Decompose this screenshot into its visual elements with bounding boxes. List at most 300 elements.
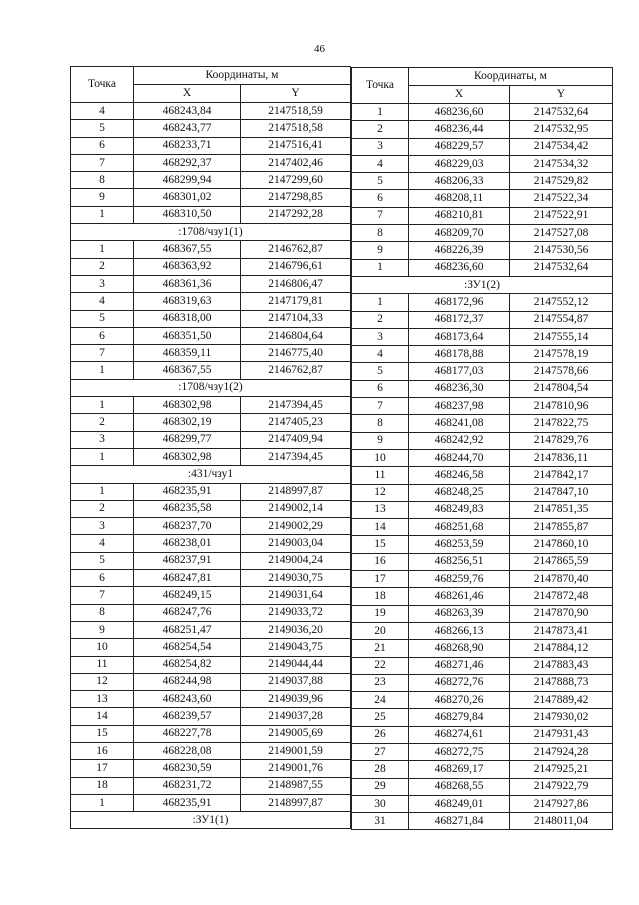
point-cell: 1 [352,104,409,121]
point-cell: 4 [71,103,134,120]
y-cell: 2147851,35 [510,501,613,518]
point-cell: 3 [71,275,134,292]
y-cell: 2147394,45 [241,397,351,414]
y-cell: 2147842,17 [510,467,613,484]
y-cell: 2147522,34 [510,190,613,207]
table-row [352,155,613,172]
x-cell: 468318,00 [134,310,241,327]
table-row [71,760,351,777]
page-number: 46 [314,43,325,55]
table-row [352,743,613,760]
point-cell: 14 [352,519,409,536]
point-cell: 3 [352,328,409,345]
x-cell: 468237,91 [134,552,241,569]
point-cell: 7 [352,398,409,415]
table-row [352,346,613,363]
x-cell: 468172,96 [409,294,510,311]
y-cell: 2147405,23 [241,414,351,431]
y-cell: 2147409,94 [241,431,351,448]
x-cell: 468367,55 [134,241,241,258]
y-cell: 2146762,87 [241,241,351,258]
y-cell: 2147532,64 [510,259,613,276]
point-cell: 8 [352,415,409,432]
point-cell: 10 [352,449,409,466]
y-cell: 2147884,12 [510,640,613,657]
header-point: Точка [352,68,409,104]
table-row [352,640,613,657]
table-row [352,363,613,380]
table-row [352,242,613,259]
x-cell: 468319,63 [134,293,241,310]
section-label: :1708/чзу1(1) [71,224,351,241]
x-cell: 468256,51 [409,553,510,570]
x-cell: 468229,03 [409,155,510,172]
point-cell: 4 [71,293,134,310]
x-cell: 468241,08 [409,415,510,432]
table-row [71,691,351,708]
table-row [352,380,613,397]
x-cell: 468242,92 [409,432,510,449]
point-cell: 18 [352,588,409,605]
y-cell: 2147554,87 [510,311,613,328]
y-cell: 2147855,87 [510,519,613,536]
table-row [352,259,613,276]
point-cell: 30 [352,795,409,812]
point-cell: 1 [352,294,409,311]
table-row [352,432,613,449]
x-cell: 468228,08 [134,742,241,759]
y-cell: 2147810,96 [510,398,613,415]
y-cell: 2147292,28 [241,206,351,223]
header-x: X [409,86,510,104]
point-cell: 8 [71,604,134,621]
point-cell: 16 [71,742,134,759]
y-cell: 2147931,43 [510,726,613,743]
table-row [71,120,351,137]
table-row [71,639,351,656]
point-cell: 12 [71,673,134,690]
table-row [352,795,613,812]
x-cell: 468208,11 [409,190,510,207]
x-cell: 468248,25 [409,484,510,501]
y-cell: 2149033,72 [241,604,351,621]
x-cell: 468210,81 [409,207,510,224]
x-cell: 468236,60 [409,259,510,276]
y-cell: 2148997,87 [241,794,351,811]
point-cell: 1 [71,448,134,465]
section-row [71,379,351,396]
section-row [352,276,613,293]
table-row [71,397,351,414]
y-cell: 2147578,66 [510,363,613,380]
y-cell: 2149039,96 [241,691,351,708]
header-x: X [134,85,241,103]
y-cell: 2147529,82 [510,173,613,190]
y-cell: 2147532,95 [510,121,613,138]
y-cell: 2147578,19 [510,346,613,363]
table-row [71,414,351,431]
header-y: Y [510,86,613,104]
point-cell: 12 [352,484,409,501]
point-cell: 5 [71,120,134,137]
y-cell: 2147104,33 [241,310,351,327]
x-cell: 468299,94 [134,172,241,189]
x-cell: 468236,44 [409,121,510,138]
point-cell: 21 [352,640,409,657]
table-row [71,777,351,794]
x-cell: 468272,76 [409,674,510,691]
y-cell: 2149037,88 [241,673,351,690]
table-row [352,813,613,830]
y-cell: 2147924,28 [510,743,613,760]
y-cell: 2147847,10 [510,484,613,501]
x-cell: 468239,57 [134,708,241,725]
point-cell: 5 [71,552,134,569]
y-cell: 2146762,87 [241,362,351,379]
y-cell: 2147532,64 [510,104,613,121]
point-cell: 27 [352,743,409,760]
x-cell: 468249,15 [134,587,241,604]
point-cell: 6 [71,570,134,587]
x-cell: 468261,46 [409,588,510,605]
table-row [352,519,613,536]
point-cell: 15 [71,725,134,742]
y-cell: 2147927,86 [510,795,613,812]
table-row [71,621,351,638]
y-cell: 2147534,42 [510,138,613,155]
x-cell: 468236,60 [409,104,510,121]
point-cell: 18 [71,777,134,794]
point-cell: 9 [71,621,134,638]
point-cell: 2 [352,121,409,138]
table-row [352,501,613,518]
header-point: Точка [71,67,134,103]
x-cell: 468274,61 [409,726,510,743]
point-cell: 6 [71,327,134,344]
point-cell: 24 [352,692,409,709]
x-cell: 468259,76 [409,571,510,588]
section-label: :1708/чзу1(2) [71,379,351,396]
point-cell: 17 [71,760,134,777]
point-cell: 17 [352,571,409,588]
y-cell: 2147925,21 [510,761,613,778]
x-cell: 468254,82 [134,656,241,673]
point-cell: 11 [352,467,409,484]
x-cell: 468363,92 [134,258,241,275]
table-row [71,275,351,292]
y-cell: 2149004,24 [241,552,351,569]
point-cell: 2 [71,500,134,517]
x-cell: 468272,75 [409,743,510,760]
point-cell: 9 [71,189,134,206]
x-cell: 468238,01 [134,535,241,552]
x-cell: 468235,91 [134,794,241,811]
section-label: :431/чзу1 [71,466,351,483]
y-cell: 2147530,56 [510,242,613,259]
table-row [71,794,351,811]
y-cell: 2147527,08 [510,225,613,242]
table-row [71,154,351,171]
y-cell: 2147179,81 [241,293,351,310]
y-cell: 2147522,91 [510,207,613,224]
y-cell: 2149001,76 [241,760,351,777]
point-cell: 14 [71,708,134,725]
x-cell: 468227,78 [134,725,241,742]
header-coords: Координаты, м [134,67,351,85]
table-row [71,431,351,448]
table-row [71,172,351,189]
y-cell: 2147870,40 [510,571,613,588]
point-cell: 13 [352,501,409,518]
table-row [71,137,351,154]
x-cell: 468235,91 [134,483,241,500]
x-cell: 468229,57 [409,138,510,155]
table-row [71,327,351,344]
x-cell: 468247,81 [134,570,241,587]
table-row [352,121,613,138]
table-row [71,241,351,258]
table-row [352,571,613,588]
table-row [71,535,351,552]
y-cell: 2147298,85 [241,189,351,206]
x-cell: 468271,84 [409,813,510,830]
y-cell: 2149005,69 [241,725,351,742]
y-cell: 2147883,43 [510,657,613,674]
x-cell: 468206,33 [409,173,510,190]
point-cell: 5 [352,173,409,190]
table-row [352,761,613,778]
x-cell: 468237,70 [134,518,241,535]
y-cell: 2149031,64 [241,587,351,604]
table-row [352,294,613,311]
table-row [352,311,613,328]
point-cell: 4 [352,346,409,363]
x-cell: 468361,36 [134,275,241,292]
table-row [71,293,351,310]
y-cell: 2147873,41 [510,622,613,639]
x-cell: 468301,02 [134,189,241,206]
point-cell: 2 [71,258,134,275]
point-cell: 7 [71,154,134,171]
table-row [352,588,613,605]
table-row [71,518,351,535]
point-cell: 11 [71,656,134,673]
x-cell: 468244,98 [134,673,241,690]
point-cell: 22 [352,657,409,674]
x-cell: 468359,11 [134,345,241,362]
section-label: :ЗУ1(2) [352,276,613,293]
table-row [352,328,613,345]
y-cell: 2149002,14 [241,500,351,517]
y-cell: 2147394,45 [241,448,351,465]
x-cell: 468244,70 [409,449,510,466]
point-cell: 1 [71,362,134,379]
table-row [352,778,613,795]
point-cell: 5 [352,363,409,380]
point-cell: 6 [71,137,134,154]
y-cell: 2147534,32 [510,155,613,172]
x-cell: 468243,77 [134,120,241,137]
x-cell: 468270,26 [409,692,510,709]
x-cell: 468263,39 [409,605,510,622]
y-cell: 2148987,55 [241,777,351,794]
x-cell: 468230,59 [134,760,241,777]
point-cell: 1 [71,206,134,223]
point-cell: 26 [352,726,409,743]
point-cell: 7 [71,345,134,362]
coordinates-table-right [351,67,613,830]
point-cell: 1 [71,397,134,414]
table-row [71,483,351,500]
table-row [352,415,613,432]
y-cell: 2147922,79 [510,778,613,795]
x-cell: 468172,37 [409,311,510,328]
x-cell: 468367,55 [134,362,241,379]
x-cell: 468235,58 [134,500,241,517]
y-cell: 2147860,10 [510,536,613,553]
x-cell: 468266,13 [409,622,510,639]
point-cell: 4 [352,155,409,172]
point-cell: 2 [352,311,409,328]
y-cell: 2149003,04 [241,535,351,552]
table-row [352,225,613,242]
point-cell: 5 [71,310,134,327]
x-cell: 468236,30 [409,380,510,397]
point-cell: 28 [352,761,409,778]
x-cell: 468269,17 [409,761,510,778]
point-cell: 1 [71,483,134,500]
table-row [352,449,613,466]
section-label: :ЗУ1(1) [71,812,351,829]
x-cell: 468302,19 [134,414,241,431]
table-row [352,190,613,207]
y-cell: 2149030,75 [241,570,351,587]
y-cell: 2147555,14 [510,328,613,345]
y-cell: 2146804,64 [241,327,351,344]
header-coords: Координаты, м [409,68,613,86]
point-cell: 3 [71,431,134,448]
table-row [352,692,613,709]
x-cell: 468246,58 [409,467,510,484]
point-cell: 29 [352,778,409,795]
table-row [71,570,351,587]
y-cell: 2147888,73 [510,674,613,691]
table-row [71,708,351,725]
y-cell: 2149037,28 [241,708,351,725]
point-cell: 1 [71,241,134,258]
table-row [71,206,351,223]
point-cell: 31 [352,813,409,830]
table-row [71,725,351,742]
y-cell: 2149044,44 [241,656,351,673]
y-cell: 2146796,61 [241,258,351,275]
x-cell: 468253,59 [409,536,510,553]
point-cell: 2 [71,414,134,431]
y-cell: 2146806,47 [241,275,351,292]
x-cell: 468279,84 [409,709,510,726]
table-row [352,709,613,726]
y-cell: 2148011,04 [510,813,613,830]
coordinates-table-left [70,66,351,829]
point-cell: 8 [352,225,409,242]
y-cell: 2147870,90 [510,605,613,622]
table-row [352,398,613,415]
point-cell: 3 [71,518,134,535]
point-cell: 15 [352,536,409,553]
x-cell: 468243,84 [134,103,241,120]
y-cell: 2147836,11 [510,449,613,466]
point-cell: 1 [352,259,409,276]
table-row [71,604,351,621]
point-cell: 7 [71,587,134,604]
x-cell: 468268,90 [409,640,510,657]
point-cell: 7 [352,207,409,224]
y-cell: 2147865,59 [510,553,613,570]
x-cell: 468251,47 [134,621,241,638]
table-row [71,656,351,673]
point-cell: 3 [352,138,409,155]
point-cell: 4 [71,535,134,552]
x-cell: 468299,77 [134,431,241,448]
x-cell: 468254,54 [134,639,241,656]
table-row [352,138,613,155]
x-cell: 468226,39 [409,242,510,259]
section-row [71,812,351,829]
x-cell: 468251,68 [409,519,510,536]
table-row [352,173,613,190]
x-cell: 468237,98 [409,398,510,415]
point-cell: 6 [352,380,409,397]
point-cell: 9 [352,432,409,449]
y-cell: 2147516,41 [241,137,351,154]
point-cell: 6 [352,190,409,207]
x-cell: 468247,76 [134,604,241,621]
y-cell: 2147299,60 [241,172,351,189]
table-row [71,103,351,120]
point-cell: 16 [352,553,409,570]
table-row [352,207,613,224]
y-cell: 2147518,58 [241,120,351,137]
y-cell: 2148997,87 [241,483,351,500]
x-cell: 468249,01 [409,795,510,812]
table-row [352,726,613,743]
table-row [352,622,613,639]
x-cell: 468209,70 [409,225,510,242]
table-row [71,500,351,517]
x-cell: 468271,46 [409,657,510,674]
y-cell: 2149001,59 [241,742,351,759]
x-cell: 468310,50 [134,206,241,223]
x-cell: 468302,98 [134,397,241,414]
table-row [71,258,351,275]
x-cell: 468243,60 [134,691,241,708]
y-cell: 2147518,59 [241,103,351,120]
x-cell: 468249,83 [409,501,510,518]
point-cell: 20 [352,622,409,639]
table-row [71,189,351,206]
y-cell: 2147804,54 [510,380,613,397]
header-y: Y [241,85,351,103]
x-cell: 468268,55 [409,778,510,795]
y-cell: 2149002,29 [241,518,351,535]
section-row [71,466,351,483]
point-cell: 10 [71,639,134,656]
table-row [71,742,351,759]
y-cell: 2147552,12 [510,294,613,311]
x-cell: 468292,37 [134,154,241,171]
table-row [71,587,351,604]
table-row [71,552,351,569]
